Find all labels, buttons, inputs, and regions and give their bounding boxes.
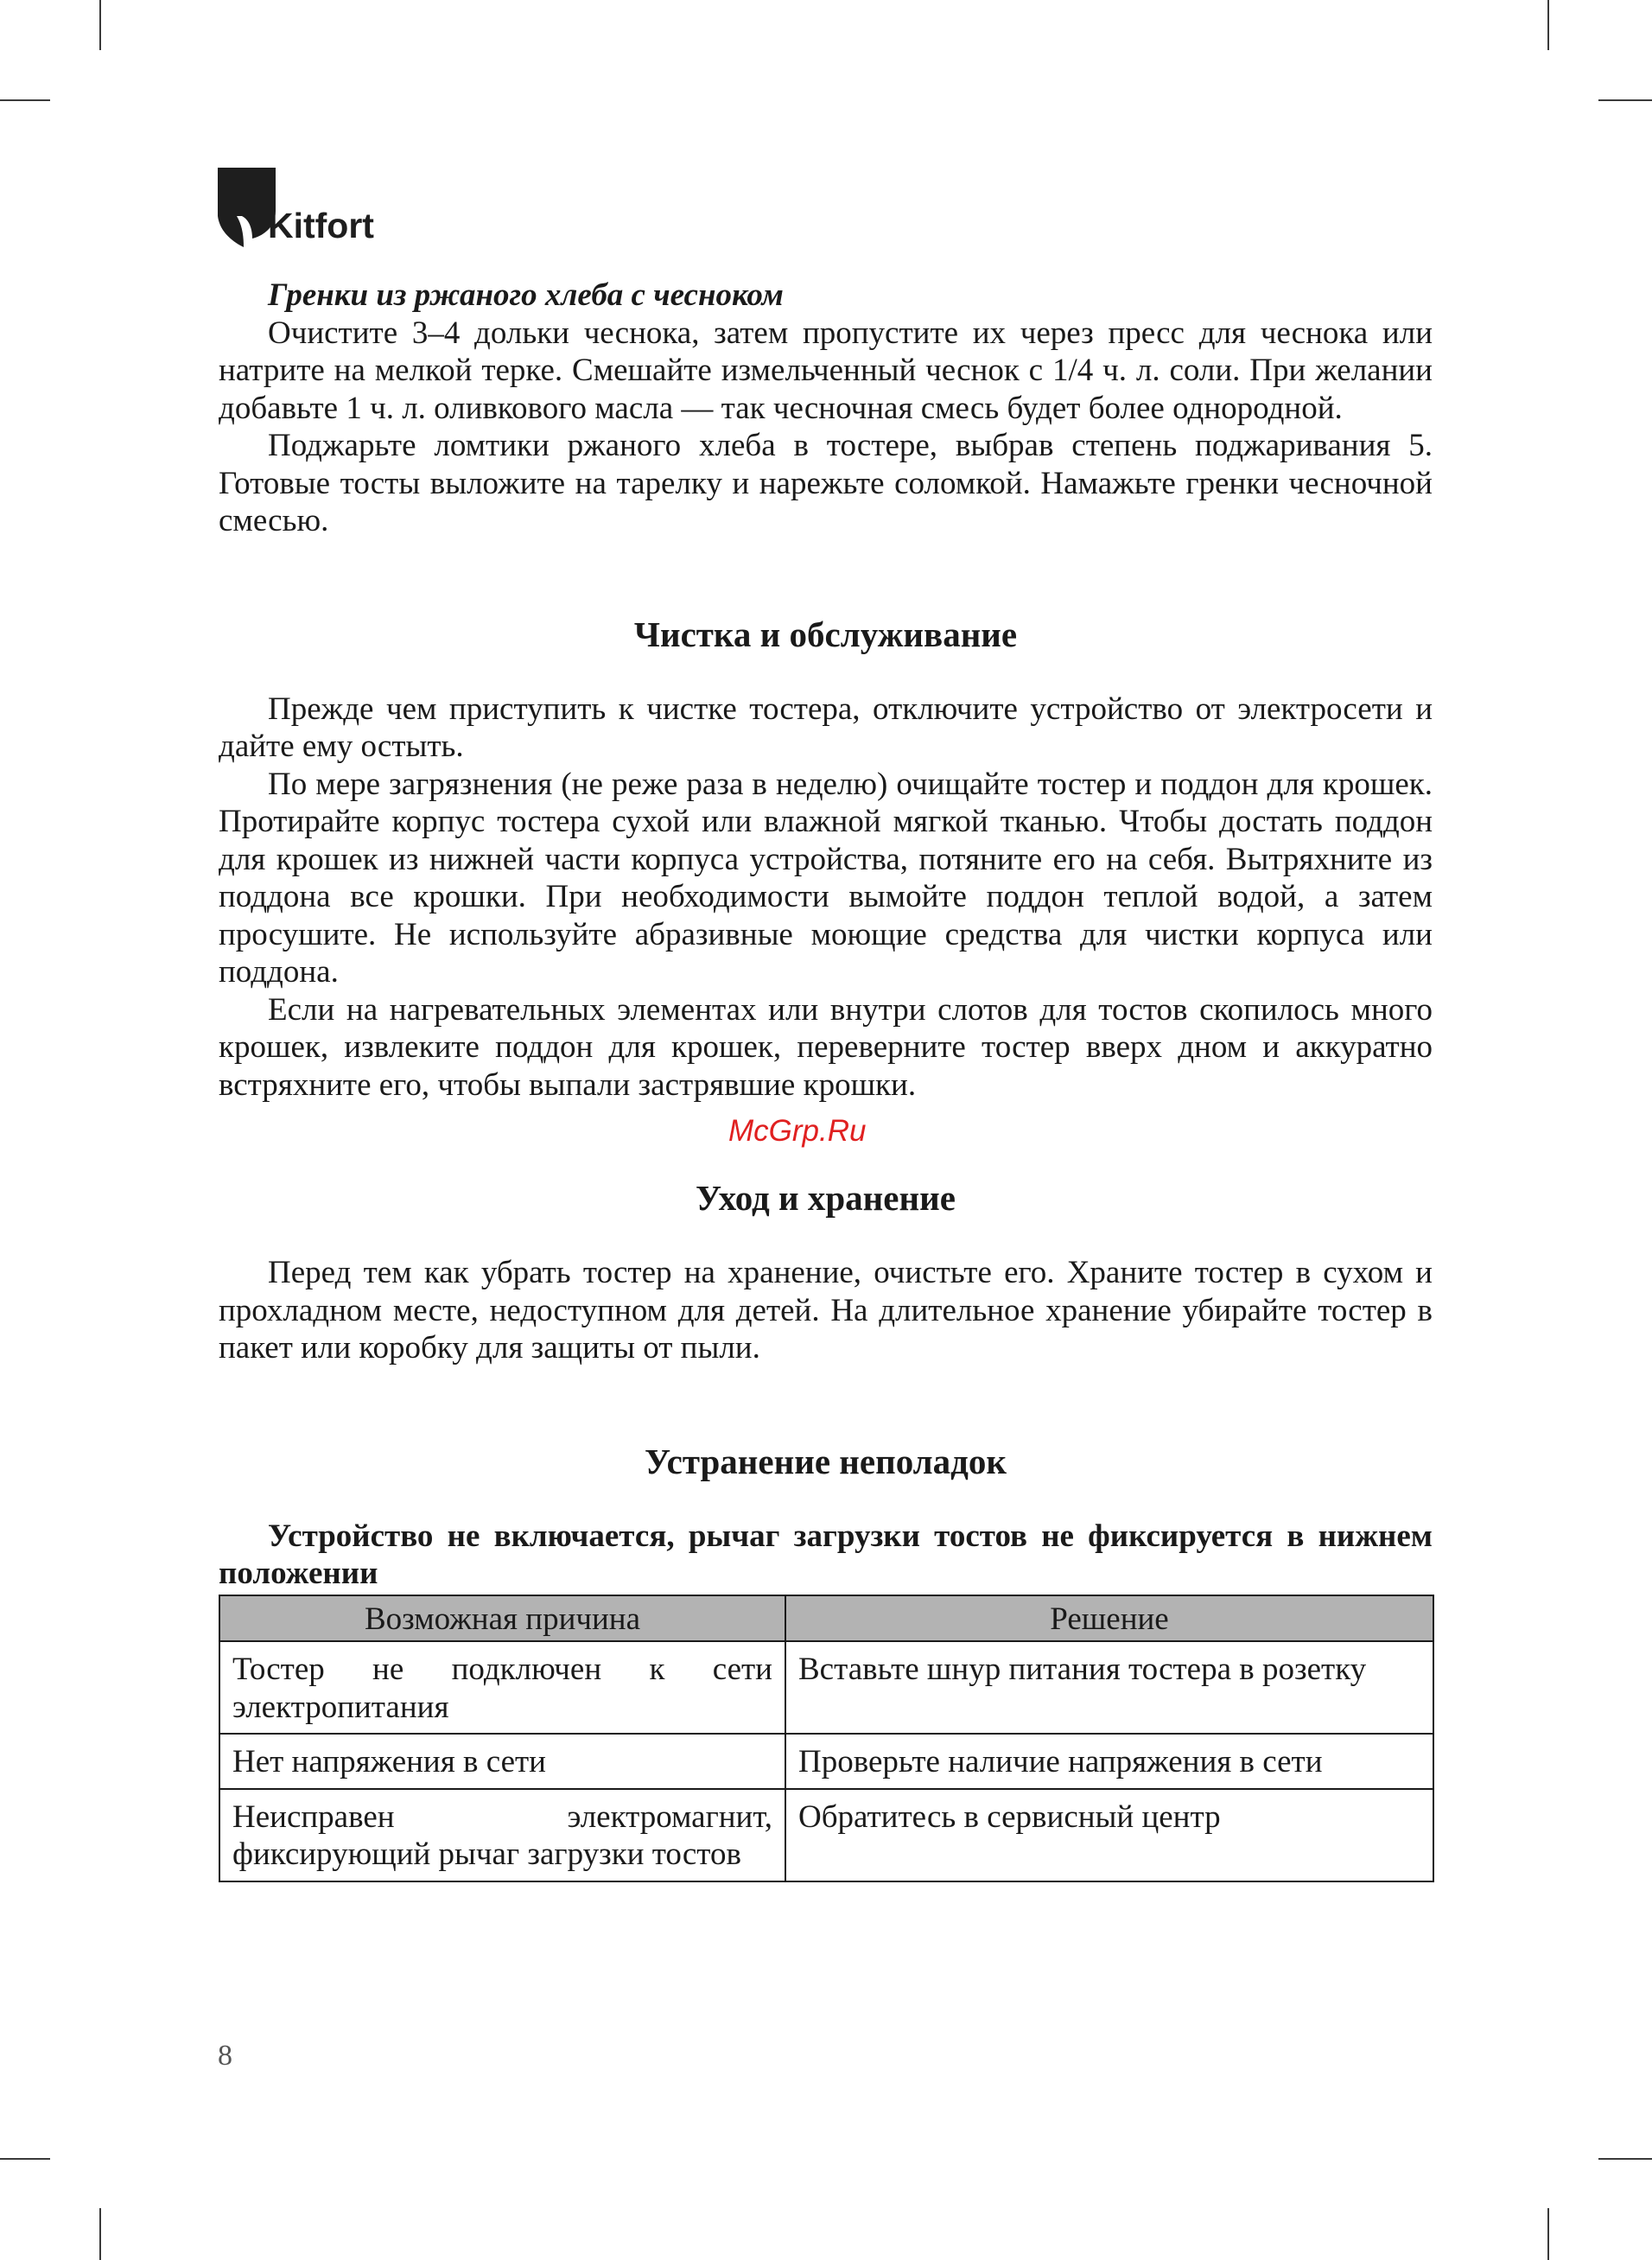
cause-cell: Тостер не подключен к сети электропитания [219,1641,785,1734]
solution-cell: Вставьте шнур питания тостера в розетку [785,1641,1433,1734]
recipe-paragraph: Очистите 3–4 дольки чеснока, затем пропустите их через пресс для чеснока или натрите на мелкой терке. Смешайте измельченный чеснок с 1/4 ч. л. соли. При желании добавьте 1 ч. л. оливкового масла — так чесночная смесь будет более однородной. [219,315,1433,426]
table-header-row [219,1595,1433,1642]
recipe-title: Гренки из ржаного хлеба с чесноком [268,277,784,313]
cause-cell: Неисправен электромагнит, фиксирующий рычаг загрузки тостов [219,1789,785,1881]
storage-paragraph: Перед тем как убрать тостер на хранение, очистьте его. Храните тостер в сухом и прохладном месте, недоступном для детей. На длительное хранение убирайте тостер в пакет или коробку для защиты от пыли. [219,1255,1433,1366]
troubleshooting-table [219,1595,1434,1882]
crop-mark [0,2158,50,2160]
page-number: 8 [218,2040,232,2072]
section-heading-storage: Уход и хранение [696,1178,956,1218]
crop-mark [1547,2208,1549,2260]
section-heading-troubleshooting: Устранение неполадок [644,1441,1007,1481]
cause-cell: Нет напряжения в сети [219,1734,785,1789]
crop-mark [0,99,50,101]
crop-mark [1547,0,1549,50]
page-content [219,277,1433,1882]
table-row [219,1789,1433,1881]
column-header-cause: Возможная причина [219,1595,785,1642]
cleaning-paragraph: Если на нагревательных элементах или внутри слотов для тостов скопилось много крошек, извлеките поддон для крошек, переверните тостер вверх дном и аккуратно встряхните его, чтобы выпали застрявшие крошки. [219,991,1433,1103]
recipe-paragraph: Поджарьте ломтики ржаного хлеба в тостере, выбрав степень поджаривания 5. Готовые тосты выложите на тарелку и нарежьте соломкой. Намажьте гренки чесночной смесью. [219,428,1433,538]
crop-mark [1598,2158,1652,2160]
crop-mark [1598,99,1652,101]
table-row [219,1734,1433,1789]
column-header-solution: Решение [785,1595,1433,1642]
cleaning-paragraph: Прежде чем приступить к чистке тостера, отключите устройство от электросети и дайте ему остыть. [219,691,1433,764]
section-heading-cleaning: Чистка и обслуживание [633,614,1018,654]
table-row [219,1641,1433,1734]
problem-title: Устройство не включается, рычаг загрузки тостов не фиксируется в нижнем положении [219,1518,1433,1591]
solution-cell: Проверьте наличие напряжения в сети [785,1734,1433,1789]
watermark: McGrp.Ru [728,1114,867,1148]
solution-cell: Обратитесь в сервисный центр [785,1789,1433,1881]
cleaning-paragraph: По мере загрязнения (не реже раза в неделю) очищайте тостер и поддон для крошек. Протирайте корпус тостера сухой или влажной мягкой тканью. Чтобы достать поддон для крошек из нижней части корпуса устройства, потяните его на себя. Вытряхните из поддона все крошки. При необходимости вымойте поддон теплой водой, а затем просушите. Не используйте абразивные моющие средства для чистки корпуса или поддона. [219,766,1433,990]
crop-mark [99,0,101,50]
logo-text: Kitfort [268,206,374,245]
crop-mark [99,2208,101,2260]
